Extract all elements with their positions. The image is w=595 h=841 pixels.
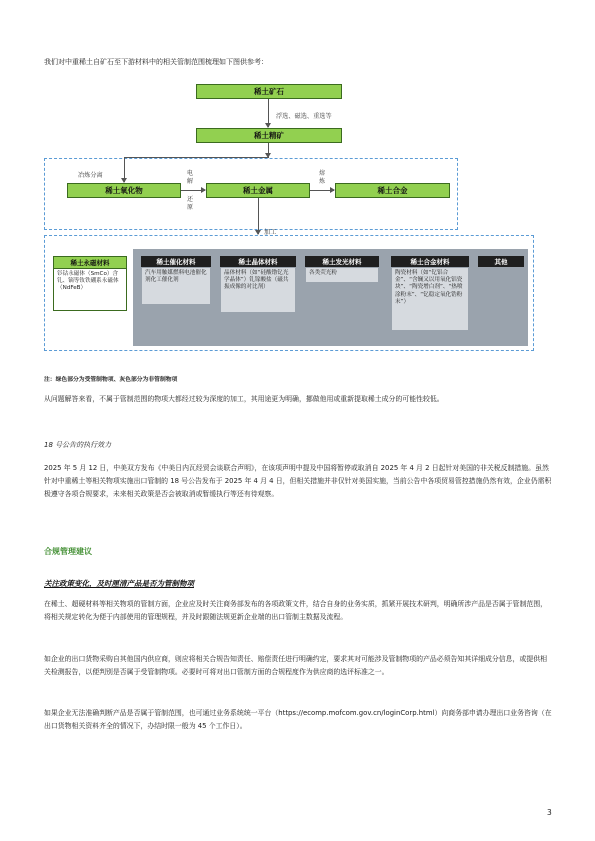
heading-18-effect: 18 号公告的执行效力: [44, 441, 112, 449]
section-title: 合规管理建议: [44, 547, 92, 556]
process2-label: 冶炼分离: [78, 172, 103, 179]
material-body: 晶体材料（如“硅酸镥钇光学晶体”）钆镓酸盐（磁共振成像的对比剂）: [220, 267, 296, 313]
material-card-crystal: [220, 256, 296, 313]
material-card-luminescent: [305, 256, 379, 283]
material-title: 稀土晶体材料: [220, 256, 296, 267]
material-body: 钐钴永磁体（SmCo）含钆、镝等钕铁硼系永磁体（NdFeB）: [53, 269, 127, 311]
intro-text: 我们对中重稀土自矿石至下游材料中的相关管制范围梳理如下图供参考：: [44, 58, 268, 66]
material-card-other: [478, 256, 524, 267]
material-title: 稀土催化材料: [141, 256, 211, 267]
alloy-box: 稀土合金: [335, 183, 450, 198]
subheading: 关注政策变化，及时厘清产品是否为管制物项: [44, 579, 194, 588]
paragraph-4: 如企业的出口货物采购自其他国内供应商，则应将相关合规告知责任、赔偿责任进行明确约定，要求其对可能涉及管制物项的产品必须告知其详细成分信息，或提供相关检测报告，以便判别是否属于受管制物项。必要时可将对出口管制方面的合规程度作为供应商的选评标准之一。: [44, 655, 548, 676]
material-card-alloy: [391, 256, 469, 331]
concentrate-arrow: [268, 143, 269, 157]
material-title: 其他: [478, 256, 524, 267]
diagram-note: 注：绿色部分为受管制物项、灰色部分为非管制物项: [44, 377, 178, 383]
material-body: 各类荧光粉: [305, 267, 379, 283]
ore-arrow: [268, 99, 269, 127]
electrolysis-label: 电解: [186, 170, 193, 185]
page-number: 3: [547, 808, 552, 817]
material-card-catalyst: [141, 256, 211, 305]
concentrate-box: 稀土精矿: [196, 128, 342, 143]
reduction-label: 还原: [186, 196, 193, 211]
oxide-box: 稀土氧化物: [67, 183, 181, 198]
smelting-arrow: [310, 190, 334, 191]
paragraph-2: 2025 年 5 月 12 日，中美双方发布《中美日内瓦经贸会谈联合声明》，在该项声明中提及中国将暂停或取消自 2025 年 4 月 2 日起针对美国的非关税反制措施。虽然针对中重稀土等相关物项实施出口管制的 18 号公告发布于 2025 年 4 月 4 日，但相关措施并非仅针对美国实施，当前公告中各项贸易管控措施仍然有效，企业仍需积极遵守各项合规要求，未来相关政策是否会被取消或暂缓执行等还有待观察。: [44, 464, 552, 498]
material-title: 稀土永磁材料: [53, 256, 127, 269]
connector-line: [124, 157, 269, 158]
paragraph-3: 在稀土、超硬材料等相关物项的管制方面，企业应及时关注商务部发布的各项政策文件，结合自身的业务实质，抓紧开展技术研判，明确所涉产品是否属于管制范围，将相关规定转化为便于内部使用的管理规程，并及时跟随法规更新企业端的出口管制主数据及流程。: [44, 600, 548, 621]
electrolysis-arrow: [181, 190, 205, 191]
smelting-label: 熔炼: [318, 170, 325, 185]
process1-label: 浮选、磁选、重选等: [276, 113, 332, 120]
metal-box: 稀土金属: [206, 183, 310, 198]
material-body: 汽车用触媒燃料电池催化剂化工催化剂: [141, 267, 211, 305]
material-card-magnet: [53, 256, 127, 311]
processing-arrow: [258, 198, 259, 234]
material-body: 陶瓷材料（如“钇铝合金”、“含镧又以用氧化铝瓷块”、“陶瓷增白剂”、“热喷涂粉末”、“钇稳定氧化锆粉末”）: [391, 267, 469, 331]
paragraph-1: 从问题解答来看，不属于管制范围的物项大都经过较为深度的加工，其用途更为明确，挪做他用或重新提取稀土成分的可能性较低。: [44, 395, 444, 403]
material-title: 稀土合金材料: [391, 256, 469, 267]
ore-box: 稀土矿石: [196, 84, 342, 99]
processing-label: 加工: [264, 229, 277, 236]
separation-arrow: [124, 157, 125, 182]
paragraph-5: 如果企业无法准确判断产品是否属于管制范围，也可通过业务系统统一平台（https://ecomp.mofcom.gov.cn/loginCorp.html）向商务部申请办理出口业务咨询（在出口货物相关资料齐全的情况下，办结时限一般为 45 个工作日）。: [44, 709, 552, 730]
material-title: 稀土发光材料: [305, 256, 379, 267]
